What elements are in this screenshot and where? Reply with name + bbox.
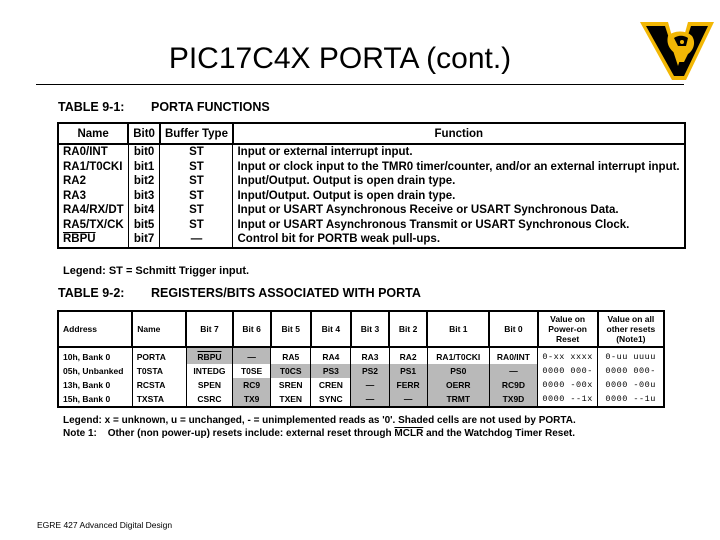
bit-cell: RA3	[351, 347, 389, 364]
function-cell: Input or USART Asynchronous Transmit or USART Synchronous Clock.	[233, 218, 685, 233]
bit-cell: CREN	[311, 378, 351, 392]
buffer-cell: ST	[160, 203, 233, 218]
bit-cell: PS0	[427, 364, 489, 378]
function-cell: Input or USART Asynchronous Receive or USART Synchronous Data.	[233, 203, 685, 218]
table-row	[58, 232, 685, 248]
bit-cell: TX9D	[489, 392, 537, 407]
bit-cell: —	[233, 347, 271, 364]
buffer-cell: ST	[160, 218, 233, 233]
column-header: Bit 5	[271, 311, 311, 347]
title-divider	[36, 84, 684, 85]
other-reset-value-cell: 0-uu uuuu	[598, 347, 664, 364]
column-header: Bit 6	[233, 311, 271, 347]
function-cell: Control bit for PORTB weak pull-ups.	[233, 232, 685, 248]
table-row	[58, 189, 685, 204]
bit-cell: PS1	[389, 364, 427, 378]
bit-cell: bit3	[128, 189, 160, 204]
porta-registers-table	[57, 310, 665, 408]
bit-cell: TRMT	[427, 392, 489, 407]
note-text-pre: Other (non power-up) resets include: external reset through	[107, 428, 395, 439]
bit-cell: TXEN	[271, 392, 311, 407]
register-name-cell: T0STA	[132, 364, 186, 378]
other-reset-value-cell: 0000 000-	[598, 364, 664, 378]
table2-caption-id: TABLE 9-2:	[58, 286, 125, 300]
column-header: Buffer Type	[160, 123, 233, 144]
bit-cell: —	[489, 364, 537, 378]
pin-name-cell: RA4/RX/DT	[58, 203, 128, 218]
bit-cell: SPEN	[186, 378, 232, 392]
table-row	[58, 144, 685, 160]
column-header: Address	[58, 311, 132, 347]
bit-cell: TX9	[233, 392, 271, 407]
table2-caption-title: REGISTERS/BITS ASSOCIATED WITH PORTA	[151, 286, 421, 300]
column-header: Name	[58, 123, 128, 144]
pin-name-cell: RA5/TX/CK	[58, 218, 128, 233]
bit-cell: INTEDG	[186, 364, 232, 378]
column-header: Bit 1	[427, 311, 489, 347]
column-header: Bit 7	[186, 311, 232, 347]
other-reset-value-cell: 0000 -00u	[598, 378, 664, 392]
bit-cell: —	[389, 392, 427, 407]
table-header-row	[58, 311, 664, 347]
other-reset-value-cell: 0000 --1u	[598, 392, 664, 407]
function-cell: Input or clock input to the TMR0 timer/counter, and/or an external interrupt input.	[233, 160, 685, 175]
bit-cell: CSRC	[186, 392, 232, 407]
table-row	[58, 160, 685, 175]
pin-name-cell: RA1/T0CKI	[58, 160, 128, 175]
buffer-cell: ST	[160, 160, 233, 175]
bit-cell: RC9D	[489, 378, 537, 392]
bit-cell: bit4	[128, 203, 160, 218]
function-cell: Input or external interrupt input.	[233, 144, 685, 160]
address-cell: 10h, Bank 0	[58, 347, 132, 364]
bit-cell: SREN	[271, 378, 311, 392]
bit-cell: SYNC	[311, 392, 351, 407]
bit-cell: bit0	[128, 144, 160, 160]
table-header-row	[58, 123, 685, 144]
university-logo-icon	[638, 18, 716, 82]
table-row	[58, 378, 664, 392]
buffer-cell: ST	[160, 174, 233, 189]
column-header: Bit 4	[311, 311, 351, 347]
column-header: Name	[132, 311, 186, 347]
bit-cell: RBPU	[186, 347, 232, 364]
bit-cell: bit1	[128, 160, 160, 175]
bit-cell: RA5	[271, 347, 311, 364]
table1-caption-title: PORTA FUNCTIONS	[151, 100, 270, 114]
column-header: Function	[233, 123, 685, 144]
register-name-cell: PORTA	[132, 347, 186, 364]
bit-cell: OERR	[427, 378, 489, 392]
bit-cell: bit5	[128, 218, 160, 233]
note-label: Note 1:	[63, 428, 97, 439]
table-row	[58, 203, 685, 218]
register-name-cell: RCSTA	[132, 378, 186, 392]
slide-footer: EGRE 427 Advanced Digital Design	[37, 520, 173, 530]
function-cell: Input/Output. Output is open drain type.	[233, 174, 685, 189]
column-header: Value on all other resets (Note1)	[598, 311, 664, 347]
column-header: Bit 3	[351, 311, 389, 347]
table-row	[58, 218, 685, 233]
bit-cell: —	[351, 378, 389, 392]
buffer-cell: —	[160, 232, 233, 248]
column-header: Bit 0	[489, 311, 537, 347]
bit-cell: RA4	[311, 347, 351, 364]
bit-cell: PS3	[311, 364, 351, 378]
note-text-post: and the Watchdog Timer Reset.	[423, 428, 575, 439]
bit-cell: T0CS	[271, 364, 311, 378]
address-cell: 05h, Unbanked	[58, 364, 132, 378]
por-value-cell: 0000 000-	[538, 364, 598, 378]
bit-cell: —	[351, 392, 389, 407]
table-row	[58, 392, 664, 407]
buffer-cell: ST	[160, 189, 233, 204]
por-value-cell: 0-xx xxxx	[538, 347, 598, 364]
address-cell: 15h, Bank 0	[58, 392, 132, 407]
table1-caption-id: TABLE 9-1:	[58, 100, 125, 114]
bit-cell: RA0/INT	[489, 347, 537, 364]
pin-name-cell: RBPU	[58, 232, 128, 248]
table1-legend: Legend: ST = Schmitt Trigger input.	[63, 265, 250, 277]
bit-cell: PS2	[351, 364, 389, 378]
table-row	[58, 364, 664, 378]
table-row	[58, 347, 664, 364]
bit-cell: RA2	[389, 347, 427, 364]
por-value-cell: 0000 -00x	[538, 378, 598, 392]
register-name-cell: TXSTA	[132, 392, 186, 407]
slide-title: PIC17C4X PORTA (cont.)	[168, 42, 512, 75]
table-row	[58, 174, 685, 189]
bit-cell: RA1/T0CKI	[427, 347, 489, 364]
pin-name-cell: RA0/INT	[58, 144, 128, 160]
porta-functions-table	[57, 122, 686, 249]
note-signal: MCLR	[394, 428, 424, 439]
bit-cell: bit7	[128, 232, 160, 248]
table2-note	[63, 428, 575, 439]
bit-cell: RC9	[233, 378, 271, 392]
column-header: Value on Power-on Reset	[538, 311, 598, 347]
function-cell: Input/Output. Output is open drain type.	[233, 189, 685, 204]
por-value-cell: 0000 --1x	[538, 392, 598, 407]
pin-name-cell: RA2	[58, 174, 128, 189]
table2-legend: Legend: x = unknown, u = unchanged, - = unimplemented reads as '0'. Shaded cells are not used by PORTA.	[63, 415, 576, 426]
bit-cell: FERR	[389, 378, 427, 392]
column-header: Bit0	[128, 123, 160, 144]
bit-cell: T0SE	[233, 364, 271, 378]
bit-cell: bit2	[128, 174, 160, 189]
address-cell: 13h, Bank 0	[58, 378, 132, 392]
column-header: Bit 2	[389, 311, 427, 347]
pin-name-cell: RA3	[58, 189, 128, 204]
buffer-cell: ST	[160, 144, 233, 160]
